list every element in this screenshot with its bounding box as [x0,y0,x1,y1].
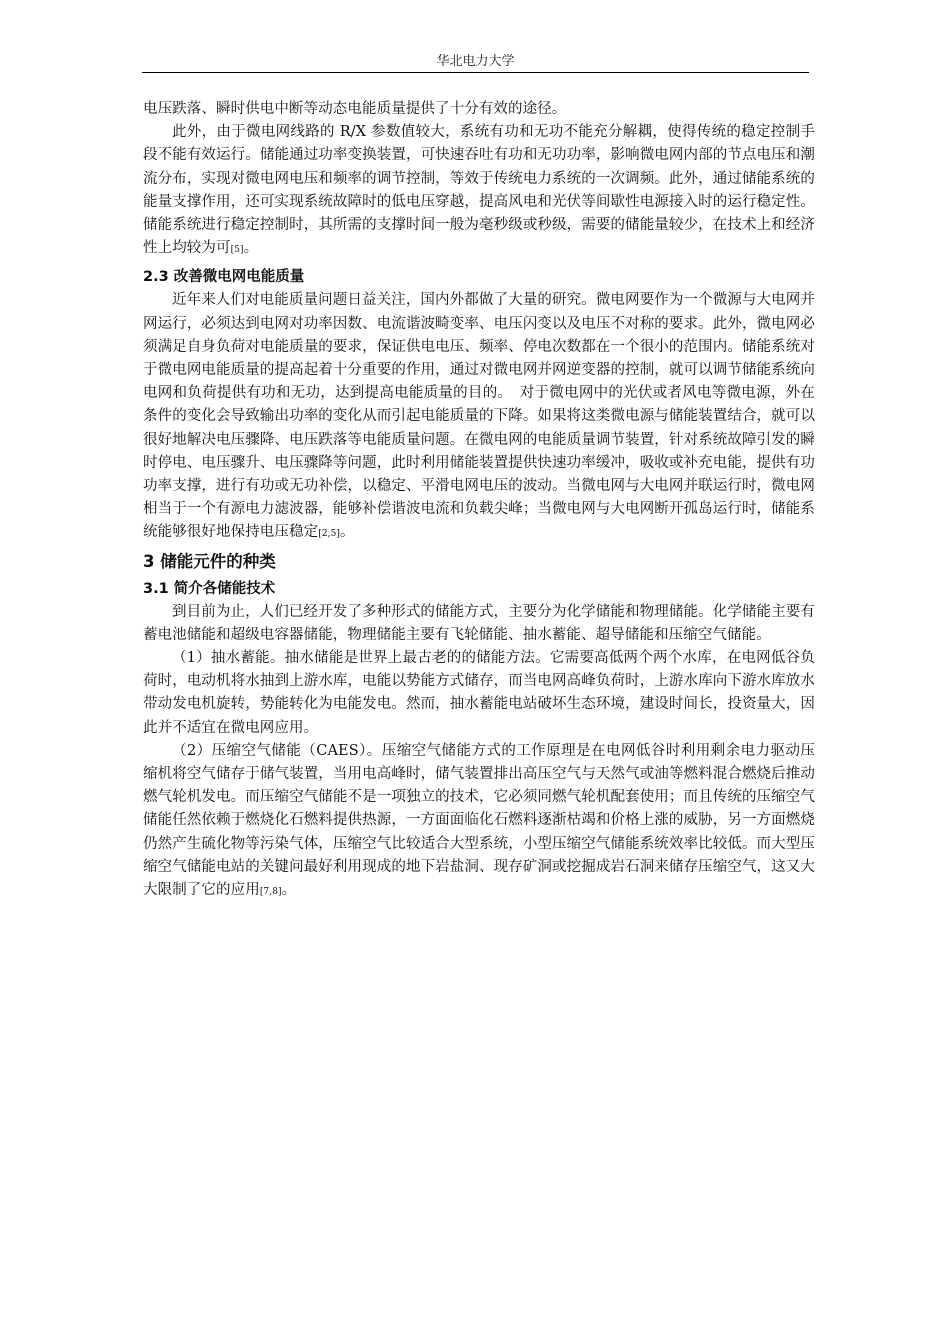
page-header [142,53,809,73]
paragraph-end: 。 [243,240,259,257]
header-title: 华北电力大学 [436,54,515,69]
section-heading-2-3: 2.3 改善微电网电能质量 [143,269,305,286]
section-heading-3-1: 3.1 简介各储能技术 [143,580,276,597]
paragraph-storage-overview [143,601,815,647]
header-rule [142,72,809,73]
document-body [143,98,815,904]
paragraph-text: 电压跌落、瞬时供电中断等动态电能质量提供了十分有效的途径。 [143,101,567,117]
paragraph-power-quality [143,289,815,546]
paragraph-text: （1）抽水蓄能。抽水储能是世界上最古老的的储能方法。它需要高低两个两个水库，在电网低谷负荷时，电动机将水抽到上游水库，电能以势能方式储存，而当电网高峰负荷时，上游水库向下游水库放水带动发电机旋转，势能转化为电能发电。然而，抽水蓄能电站破坏生态环境，建设时间长，投资量大，因此并不适宜在微电网应用。 [143,650,815,736]
paragraph-continuation [143,98,815,121]
paragraph-text: 到目前为止，人们已经开发了多种形式的储能方式，主要分为化学储能和物理储能。化学储能主要有蓄电池储能和超级电容器储能，物理储能主要有飞轮储能、抽水蓄能、超导储能和压缩空气储能。 [143,603,815,643]
section-heading-3: 3 储能元件的种类 [143,551,276,571]
citation: [5] [230,245,244,256]
paragraph-pumped-storage [143,647,815,740]
paragraph-text: 此外，由于微电网线路的 R/X 参数值较大，系统有功和无功不能充分解耦，使得传统的稳定控制手段不能有效运行。储能通过功率变换装置，可快速吞吐有功和无功功率，影响微电网内部的节点电压和潮流分布，实现对微电网电压和频率的调节控制，等效于传统电力系统的一次调频。此外，通过储能系统的能量支撑作用，还可实现系统故障时的低电压穿越，提高风电和光伏等间歇性电源接入时的运行稳定性。储能系统进行稳定控制时，其所需的支撑时间一般为毫秒级或秒级，需要的储能量较少，在技术上和经济性上均较为可 [143,124,815,257]
paragraph-end: 。 [340,524,355,541]
citation: [2,5] [318,529,341,540]
paragraph-text: （2）压缩空气储能（CAES）。压缩空气储能方式的工作原理是在电网低谷时利用剩余电力驱动压缩机将空气储存于储气装置，当用电高峰时，储气装置排出高压空气与天然气或油等燃料混合燃烧后推动燃气轮机发电。而压缩空气储能不是一项独立的技术，它必须同燃气轮机配套使用；而且传统的压缩空气储能任然依赖于燃烧化石燃料提供热源，一方面面临化石燃料逐渐枯竭和价格上涨的威胁，另一方面燃烧仍然产生硫化物等污染气体，压缩空气比较适合大型系统，小型压缩空气储能系统效率比较低。而大型压缩空气储能电站的关键问最好利用现成的地下岩盐洞、现存矿洞或挖掘成岩石洞来储存压缩空气，这又大大限制了它的应用 [143,742,815,899]
paragraph-text: 近年来人们对电能质量问题日益关注，国内外都做了大量的研究。微电网要作为一个微源与大电网并网运行，必须达到电网对功率因数、电流谐波畸变率、电压闪变以及电压不对称的要求。此外，微电网必须满足自身负荷对电能质量的要求，保证供电电压、频率、停电次数都在一个很小的范围内。储能系统对于微电网电能质量的提高起着十分重要的作用，通过对微电网并网逆变器的控制，就可以调节储能系统向电网和负荷提供有功和无功，达到提高电能质量的目的。 对于微电网中的光伏或者风电等微电源，外在条件的变化会导致输出功率的变化从而引起电能质量的下降。如果将这类微电源与储能装置结合，就可以很好地解决电压骤降、电压跌落等电能质量问题。在微电网的电能质量调节装置，针对系统故障引发的瞬时停电、电压骤升、电压骤降等问题，此时利用储能装置提供快速功率缓冲，吸收或补充电能，提供有功功率支撑，进行有功或无功补偿，以稳定、平滑电网电压的波动。当微电网与大电网并联运行时，微电网相当于一个有源电力滤波器，能够补偿谐波电流和负载尖峰；当微电网与大电网断开孤岛运行时，储能系统能够很好地保持电压稳定 [143,292,815,541]
paragraph-end: 。 [281,882,297,899]
citation: [7,8] [259,887,282,898]
paragraph-stability-control [143,121,815,262]
paragraph-caes [143,740,815,904]
